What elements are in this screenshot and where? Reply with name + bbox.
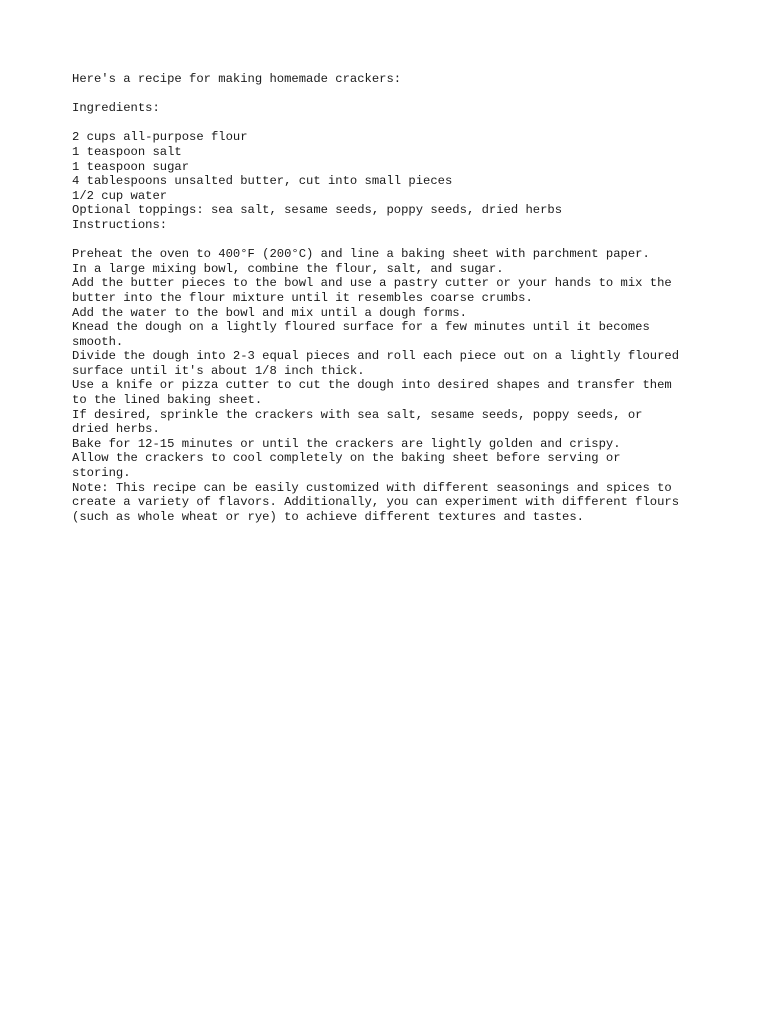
instruction-line: butter into the flour mixture until it resembles coarse crumbs. [72, 290, 533, 305]
spacer [72, 87, 712, 102]
instruction-step [72, 378, 712, 407]
instruction-step [72, 349, 712, 378]
instruction-line: Divide the dough into 2-3 equal pieces and roll each piece out on a lightly floured [72, 349, 680, 364]
ingredients-heading: Ingredients: [72, 101, 160, 116]
instruction-line: Knead the dough on a lightly floured surface for a few minutes until it becomes [72, 320, 650, 335]
instruction-line: Preheat the oven to 400°F (200°C) and line a baking sheet with parchment paper. [72, 247, 650, 262]
instruction-line: Use a knife or pizza cutter to cut the dough into desired shapes and transfer them [72, 378, 672, 393]
instruction-line: to the lined baking sheet. [72, 393, 263, 408]
recipe-note [72, 481, 712, 525]
ingredient-item: 2 cups all-purpose flour [72, 130, 248, 145]
ingredient-list [72, 130, 712, 218]
recipe-document [72, 72, 712, 524]
ingredient-item: 4 tablespoons unsalted butter, cut into small pieces [72, 174, 453, 189]
instruction-line: surface until it's about 1/8 inch thick. [72, 363, 365, 378]
note-line: create a variety of flavors. Additionally, you can experiment with different flours [72, 495, 680, 510]
instruction-line: Bake for 12-15 minutes or until the crackers are lightly golden and crispy. [72, 436, 621, 451]
spacer [72, 233, 712, 248]
spacer [72, 116, 712, 131]
instruction-line: storing. [72, 466, 131, 481]
instruction-step [72, 451, 712, 480]
instruction-line: If desired, sprinkle the crackers with sea salt, sesame seeds, poppy seeds, or [72, 407, 643, 422]
instruction-list [72, 247, 712, 481]
ingredient-item: Optional toppings: sea salt, sesame seeds, poppy seeds, dried herbs [72, 203, 563, 218]
instruction-step [72, 247, 712, 262]
instruction-line: Add the butter pieces to the bowl and use a pastry cutter or your hands to mix the [72, 276, 672, 291]
instruction-step [72, 320, 712, 349]
ingredient-item: 1 teaspoon sugar [72, 159, 190, 174]
instruction-line: smooth. [72, 334, 124, 349]
instruction-step [72, 306, 712, 321]
instruction-line: Add the water to the bowl and mix until a dough forms. [72, 305, 467, 320]
instruction-line: In a large mixing bowl, combine the flour, salt, and sugar. [72, 261, 504, 276]
intro-text: Here's a recipe for making homemade crackers: [72, 72, 402, 86]
instruction-step [72, 262, 712, 277]
instruction-step [72, 276, 712, 305]
instruction-step [72, 437, 712, 452]
note-line: (such as whole wheat or rye) to achieve different textures and tastes. [72, 509, 584, 524]
ingredient-item: 1 teaspoon salt [72, 144, 182, 159]
instructions-heading: Instructions: [72, 217, 168, 232]
instruction-line: Allow the crackers to cool completely on the baking sheet before serving or [72, 451, 621, 466]
instruction-step [72, 408, 712, 437]
instruction-line: dried herbs. [72, 422, 160, 437]
ingredient-item: 1/2 cup water [72, 188, 168, 203]
note-line: Note: This recipe can be easily customized with different seasonings and spices to [72, 480, 672, 495]
